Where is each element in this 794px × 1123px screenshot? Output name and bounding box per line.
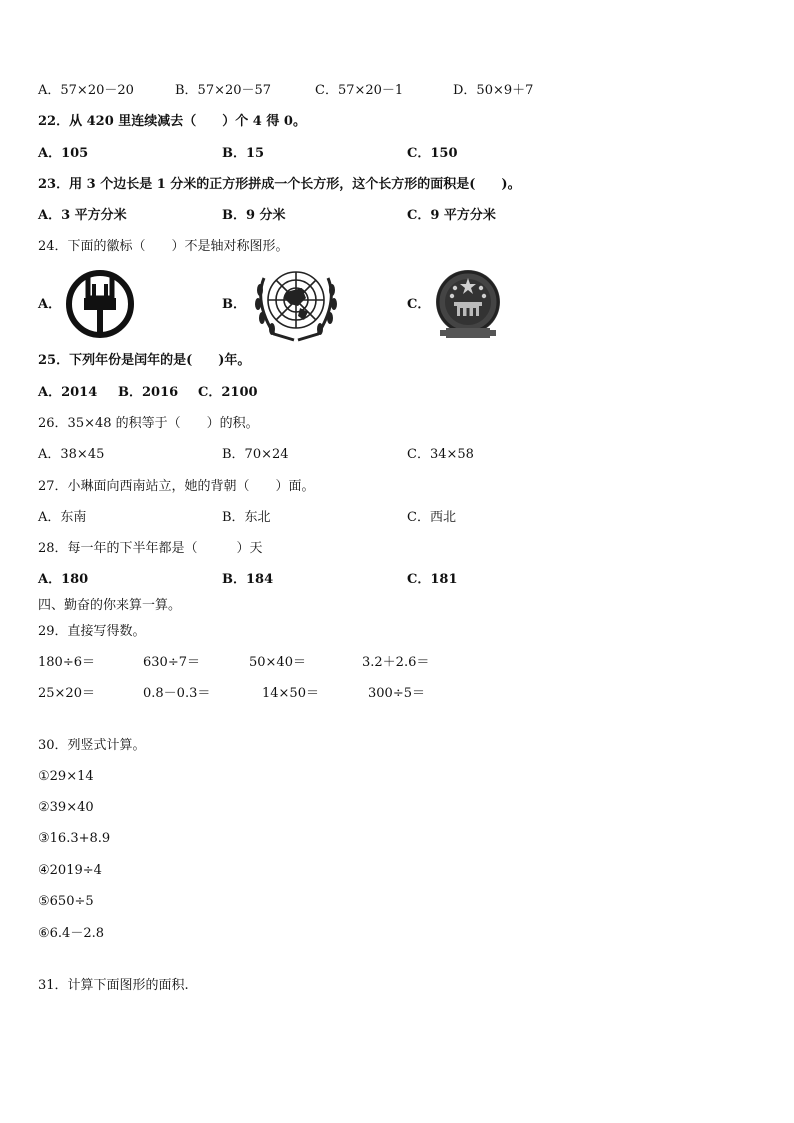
q30-item-5: ⑤650÷5 <box>38 894 94 909</box>
q30-item-6: ⑥6.4－2.8 <box>38 926 105 941</box>
bank-logo-icon <box>64 268 136 340</box>
q24-option-a: A． <box>38 297 62 312</box>
q30-item-1: ①29×14 <box>38 769 94 784</box>
q22-option-a: A．105 <box>38 146 89 161</box>
q29-r2-item-3: 14×50＝ <box>262 686 319 701</box>
q29-r2-item-1: 25×20＝ <box>38 686 95 701</box>
q29-r2-item-4: 300÷5＝ <box>368 686 425 701</box>
q26-option-b: B．70×24 <box>222 447 289 462</box>
q29-stem: 29．直接写得数。 <box>38 624 146 639</box>
q27-option-a: A．东南 <box>38 510 87 525</box>
q29-r2-item-2: 0.8－0.3＝ <box>143 686 211 701</box>
q27-stem: 27．小琳面向西南站立，她的背朝（ ）面。 <box>38 479 315 494</box>
q29-r1-item-3: 50×40＝ <box>249 655 306 670</box>
q31-stem: 31．计算下面图形的面积. <box>38 978 189 993</box>
section-heading: 四、勤奋的你来算一算。 <box>38 598 182 613</box>
q26-option-a: A．38×45 <box>38 447 105 462</box>
q28-option-b: B．184 <box>222 572 274 587</box>
q30-item-4: ④2019÷4 <box>38 863 102 878</box>
q29-r1-item-1: 180÷6＝ <box>38 655 95 670</box>
q22-stem: 22．从 420 里连续减去（ ）个 4 得 0。 <box>38 114 306 129</box>
national-emblem-icon <box>432 266 504 342</box>
un-emblem-icon <box>250 262 342 344</box>
q21-option-b: B．57×20－57 <box>175 83 272 98</box>
q29-r1-item-2: 630÷7＝ <box>143 655 200 670</box>
q25-option-b: B．2016 <box>118 385 179 400</box>
q21-option-a: A．57×20－20 <box>38 83 134 98</box>
q29-r1-item-4: 3.2＋2.6＝ <box>362 655 430 670</box>
q28-option-c: C．181 <box>407 572 458 587</box>
q23-stem: 23．用 3 个边长是 1 分米的正方形拼成一个长方形，这个长方形的面积是( )。 <box>38 177 521 192</box>
q30-item-3: ③16.3+8.9 <box>38 831 111 846</box>
q26-stem: 26．35×48 的积等于（ ）的积。 <box>38 416 259 431</box>
q23-option-b: B．9 分米 <box>222 208 286 223</box>
q28-option-a: A．180 <box>38 572 89 587</box>
q25-stem: 25．下列年份是闰年的是( )年。 <box>38 353 251 368</box>
q22-option-c: C．150 <box>407 146 458 161</box>
q23-option-c: C．9 平方分米 <box>407 208 496 223</box>
q30-stem: 30．列竖式计算。 <box>38 738 146 753</box>
q27-option-b: B．东北 <box>222 510 271 525</box>
q24-option-b: B． <box>222 297 246 312</box>
q30-item-2: ②39×40 <box>38 800 94 815</box>
q26-option-c: C．34×58 <box>407 447 474 462</box>
q24-stem: 24．下面的徽标（ ）不是轴对称图形。 <box>38 239 289 254</box>
q21-option-d: D．50×9＋7 <box>453 83 534 98</box>
q24-option-c: C． <box>407 297 431 312</box>
q25-option-c: C．2100 <box>198 385 258 400</box>
q21-option-c: C．57×20－1 <box>315 83 404 98</box>
q23-option-a: A．3 平方分米 <box>38 208 127 223</box>
q25-option-a: A．2014 <box>38 385 98 400</box>
q28-stem: 28．每一年的下半年都是（ ）天 <box>38 541 263 556</box>
q27-option-c: C．西北 <box>407 510 456 525</box>
q22-option-b: B．15 <box>222 146 265 161</box>
